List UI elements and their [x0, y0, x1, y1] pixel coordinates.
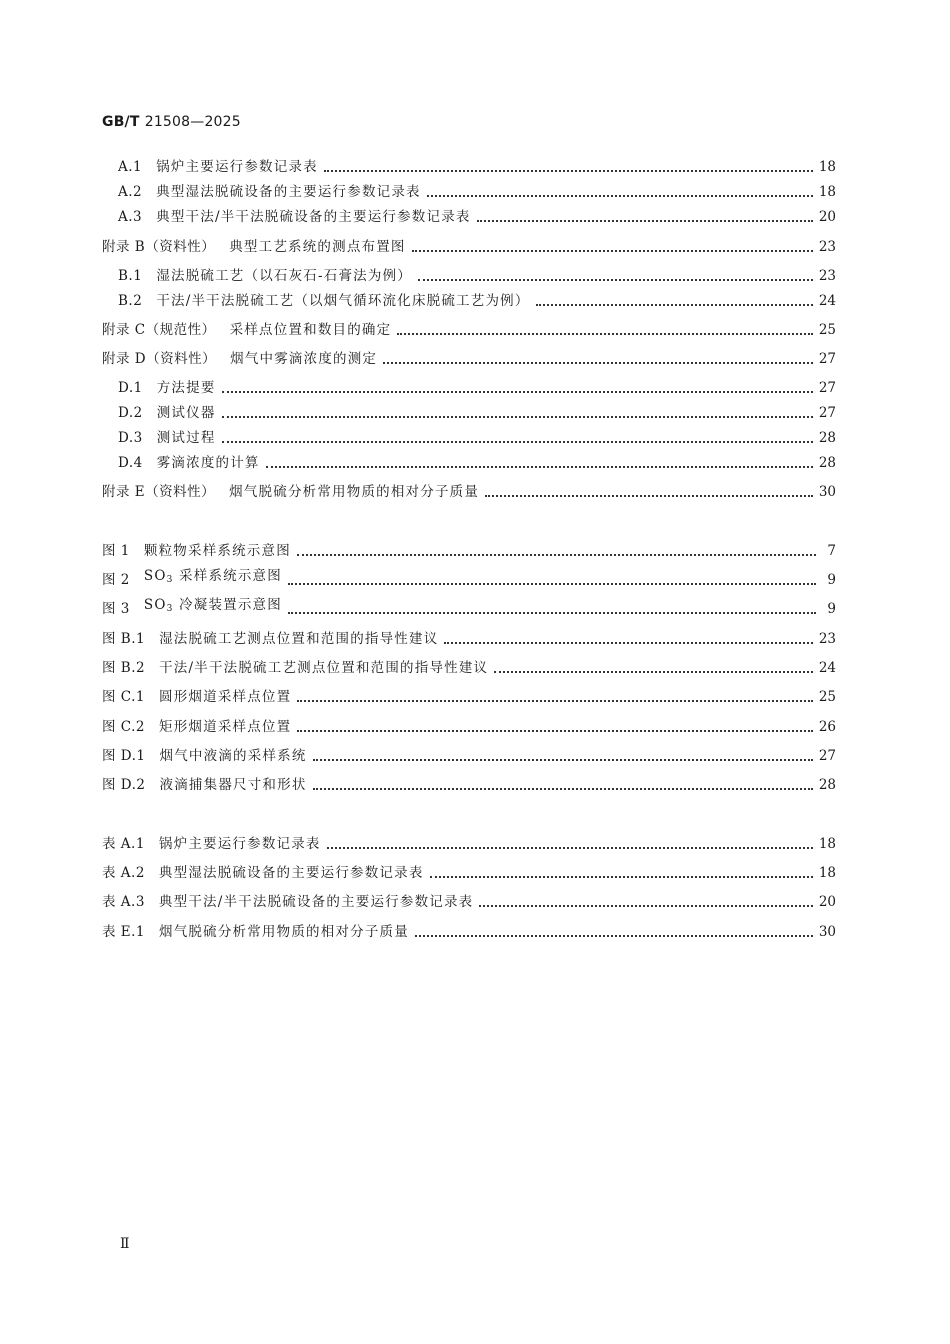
toc-entry-title — [156, 157, 318, 177]
toc-entry[interactable] — [102, 658, 836, 678]
toc-entry-page: 18 — [818, 836, 836, 852]
toc-entry[interactable] — [118, 428, 836, 448]
toc-entry-title-text: 干法/半干法脱硫工艺（以烟气循环流化床脱硫工艺为例） — [156, 293, 530, 309]
toc-entry[interactable] — [102, 629, 836, 649]
toc-entry[interactable] — [102, 717, 836, 737]
toc-entry-title-text: 测试仪器 — [156, 405, 216, 421]
toc-entry-page: 25 — [818, 689, 836, 705]
document-header — [102, 114, 241, 130]
toc-entry-title — [144, 566, 282, 590]
toc-entry-label: 图 C.2 — [102, 719, 146, 735]
dot-leader — [383, 362, 813, 364]
toc-entry-label: 附录 C（规范性） — [102, 322, 216, 338]
toc-entry-title — [159, 629, 438, 649]
dot-leader — [418, 279, 813, 281]
toc-entry[interactable] — [118, 157, 836, 177]
toc-entry-label: 附录 B（资料性） — [102, 239, 216, 255]
toc-entry-page: 24 — [818, 293, 836, 309]
dot-leader — [297, 554, 816, 556]
toc-entry[interactable] — [102, 541, 836, 561]
toc-entry-label: 图 D.1 — [102, 748, 146, 764]
toc-entry-page: 7 — [827, 543, 836, 559]
dot-leader — [297, 700, 812, 702]
toc-entry-title — [144, 541, 291, 561]
toc-entry-title — [157, 453, 260, 473]
toc-entry-label: 图 1 — [102, 543, 130, 559]
dot-leader — [477, 220, 813, 222]
toc-entry-page: 27 — [818, 351, 836, 367]
toc-entry[interactable] — [102, 922, 836, 942]
toc-entry[interactable] — [118, 453, 836, 473]
toc-entry-page: 23 — [818, 268, 836, 284]
dot-leader — [222, 441, 813, 443]
toc-entry-title — [157, 403, 216, 423]
toc-entry-label: 图 C.1 — [102, 689, 146, 705]
toc-entry[interactable] — [102, 570, 836, 590]
toc-entry-label: 图 D.2 — [102, 777, 146, 793]
toc-entry-title — [156, 182, 421, 202]
toc-entry-label: 图 3 — [102, 601, 130, 617]
toc-entry-title — [230, 349, 377, 369]
toc-entry-title-text: 典型湿法脱硫设备的主要运行参数记录表 — [156, 184, 421, 200]
toc-entry-label: 图 B.2 — [102, 660, 146, 676]
toc-entry[interactable] — [102, 863, 836, 883]
toc-entry-page: 27 — [818, 748, 836, 764]
toc-entry-page: 25 — [818, 322, 836, 338]
dot-leader — [266, 466, 813, 468]
toc-entry-page: 27 — [818, 405, 836, 421]
dot-leader — [288, 583, 816, 585]
toc-entry-title-subscript: 3 — [166, 604, 174, 614]
toc-entry-page: 20 — [818, 894, 836, 910]
toc-entry-title — [229, 482, 479, 502]
toc-entry-title-text: SO — [143, 568, 167, 584]
toc-entry-page: 20 — [818, 209, 836, 225]
dot-leader — [313, 759, 813, 761]
toc-entry-title — [230, 320, 392, 340]
toc-entry-label: D.2 — [118, 405, 143, 421]
toc-entry-title-text: 采样点位置和数目的确定 — [229, 322, 392, 338]
toc-entry[interactable] — [118, 378, 836, 398]
toc-entry-page: 18 — [818, 865, 836, 881]
dot-leader — [313, 788, 813, 790]
toc-entry-label: B.1 — [118, 268, 143, 284]
dot-leader — [297, 730, 812, 732]
dot-leader — [327, 847, 813, 849]
toc-entry-title — [157, 428, 216, 448]
dot-leader — [288, 612, 816, 614]
toc-entry[interactable] — [102, 834, 836, 854]
toc-entry-title — [159, 922, 409, 942]
toc-entry-page: 26 — [818, 719, 836, 735]
toc-entry-page: 23 — [818, 239, 836, 255]
dot-leader — [222, 416, 813, 418]
toc-entry[interactable] — [102, 775, 836, 795]
toc-entry-label: D.1 — [118, 380, 143, 396]
dot-leader — [444, 642, 812, 644]
standard-code: GB/T — [102, 114, 140, 130]
toc-entry-label: A.2 — [118, 184, 143, 200]
toc-entry-label: D.4 — [118, 455, 143, 471]
toc-entry-page: 28 — [818, 777, 836, 793]
toc-entry-title-text: 典型工艺系统的测点布置图 — [229, 239, 406, 255]
page-number: Ⅱ — [120, 1236, 130, 1252]
toc-entry[interactable] — [118, 403, 836, 423]
toc-entry-label: 附录 D（资料性） — [102, 351, 217, 367]
toc-entry-title-text: 液滴捕集器尺寸和形状 — [159, 777, 307, 793]
toc-entry-title — [159, 834, 321, 854]
dot-leader — [485, 495, 813, 497]
toc-entry-title — [159, 658, 488, 678]
toc-entry-label: 表 A.1 — [102, 836, 145, 852]
toc-entry-label: 图 B.1 — [102, 631, 146, 647]
toc-entry[interactable] — [118, 291, 836, 311]
toc-entry-title-text: 方法提要 — [156, 380, 216, 396]
toc-entry-label: A.3 — [118, 209, 143, 225]
toc-entry-title-text: 烟气中液滴的采样系统 — [159, 748, 307, 764]
toc-entry-title — [160, 746, 307, 766]
toc-entry[interactable] — [102, 320, 836, 340]
toc-entry-title-text: 烟气脱硫分析常用物质的相对分子质量 — [159, 924, 409, 940]
toc-entry-title-text: 测试过程 — [156, 430, 216, 446]
dot-leader — [479, 905, 812, 907]
toc-entry-title-text: SO — [143, 597, 167, 613]
toc-entry-title-text: 烟气脱硫分析常用物质的相对分子质量 — [229, 484, 480, 500]
toc-entry-title — [157, 378, 216, 398]
toc-entry-page: 9 — [827, 601, 836, 617]
toc-entry[interactable] — [102, 746, 836, 766]
dot-leader — [430, 876, 813, 878]
toc-entry-title-subscript: 3 — [166, 575, 174, 585]
toc-entry-title — [156, 207, 470, 227]
toc-entry-label: A.1 — [118, 159, 143, 175]
toc-entry-title-text: 锅炉主要运行参数记录表 — [158, 836, 321, 852]
toc-entry[interactable] — [102, 237, 836, 257]
toc-entry-title — [144, 595, 282, 619]
toc-entry-title — [160, 775, 307, 795]
toc-entry-page: 28 — [818, 455, 836, 471]
toc-entry-title-text: 雾滴浓度的计算 — [156, 455, 260, 471]
standard-number: 21508—2025 — [144, 114, 241, 130]
toc-entry-page: 18 — [818, 184, 836, 200]
toc-entry[interactable] — [102, 482, 836, 502]
toc-entry[interactable] — [118, 207, 836, 227]
toc-entry[interactable] — [118, 182, 836, 202]
toc-entry-label: 表 A.3 — [102, 894, 145, 910]
toc-entry-title-rest: 采样系统示意图 — [173, 568, 282, 584]
toc-entry-page: 23 — [818, 631, 836, 647]
toc-entry-page: 24 — [818, 660, 836, 676]
toc-entry-title-text: 典型湿法脱硫设备的主要运行参数记录表 — [158, 865, 424, 881]
toc-entry-page: 27 — [818, 380, 836, 396]
toc-entry-title-text: 圆形烟道采样点位置 — [159, 689, 292, 705]
dot-leader — [324, 170, 813, 172]
toc-entry-page: 30 — [818, 924, 836, 940]
dot-leader — [222, 391, 813, 393]
toc-entry-title — [159, 687, 291, 707]
toc-entry-label: 表 A.2 — [102, 865, 145, 881]
toc-entry[interactable] — [102, 599, 836, 619]
toc-entry[interactable] — [102, 892, 836, 912]
toc-entry-title-text: 干法/半干法脱硫工艺测点位置和范围的指导性建议 — [159, 660, 489, 676]
toc-entry-title-text: 矩形烟道采样点位置 — [159, 719, 292, 735]
toc-entry-label: B.2 — [118, 293, 143, 309]
toc-entry-page: 18 — [818, 159, 836, 175]
toc-entry-label: D.3 — [118, 430, 143, 446]
toc-entry[interactable] — [102, 687, 836, 707]
dot-leader — [397, 333, 812, 335]
toc-entry-title — [159, 892, 473, 912]
toc-entry-title-text: 锅炉主要运行参数记录表 — [156, 159, 318, 175]
toc-entry-page: 30 — [818, 484, 836, 500]
toc-entry[interactable] — [102, 349, 836, 369]
toc-entry-title-text: 湿法脱硫工艺（以石灰石-石膏法为例） — [156, 268, 412, 284]
toc-entry-label: 附录 E（资料性） — [102, 484, 216, 500]
dot-leader — [415, 935, 813, 937]
toc-entry-title-text: 湿法脱硫工艺测点位置和范围的指导性建议 — [159, 631, 439, 647]
toc-entry-title — [159, 717, 291, 737]
toc-entry-title-rest: 冷凝装置示意图 — [173, 597, 282, 613]
dot-leader — [536, 304, 813, 306]
dot-leader — [412, 250, 813, 252]
toc-entry-title-text: 典型干法/半干法脱硫设备的主要运行参数记录表 — [156, 209, 471, 225]
dot-leader — [427, 195, 813, 197]
toc-entry-title — [156, 291, 529, 311]
toc-entry-page: 28 — [818, 430, 836, 446]
toc-entry-title — [156, 266, 412, 286]
toc-entry-title — [159, 863, 424, 883]
toc-entry-title-text: 典型干法/半干法脱硫设备的主要运行参数记录表 — [158, 894, 474, 910]
toc-entry-label: 表 E.1 — [102, 924, 146, 940]
toc-entry-title-text: 颗粒物采样系统示意图 — [143, 543, 291, 559]
dot-leader — [494, 671, 813, 673]
toc-entry-title — [229, 237, 405, 257]
toc-entry-title-text: 烟气中雾滴浓度的测定 — [230, 351, 378, 367]
toc-entry[interactable] — [118, 266, 836, 286]
toc-entry-label: 图 2 — [102, 572, 130, 588]
toc-entry-page: 9 — [827, 572, 836, 588]
